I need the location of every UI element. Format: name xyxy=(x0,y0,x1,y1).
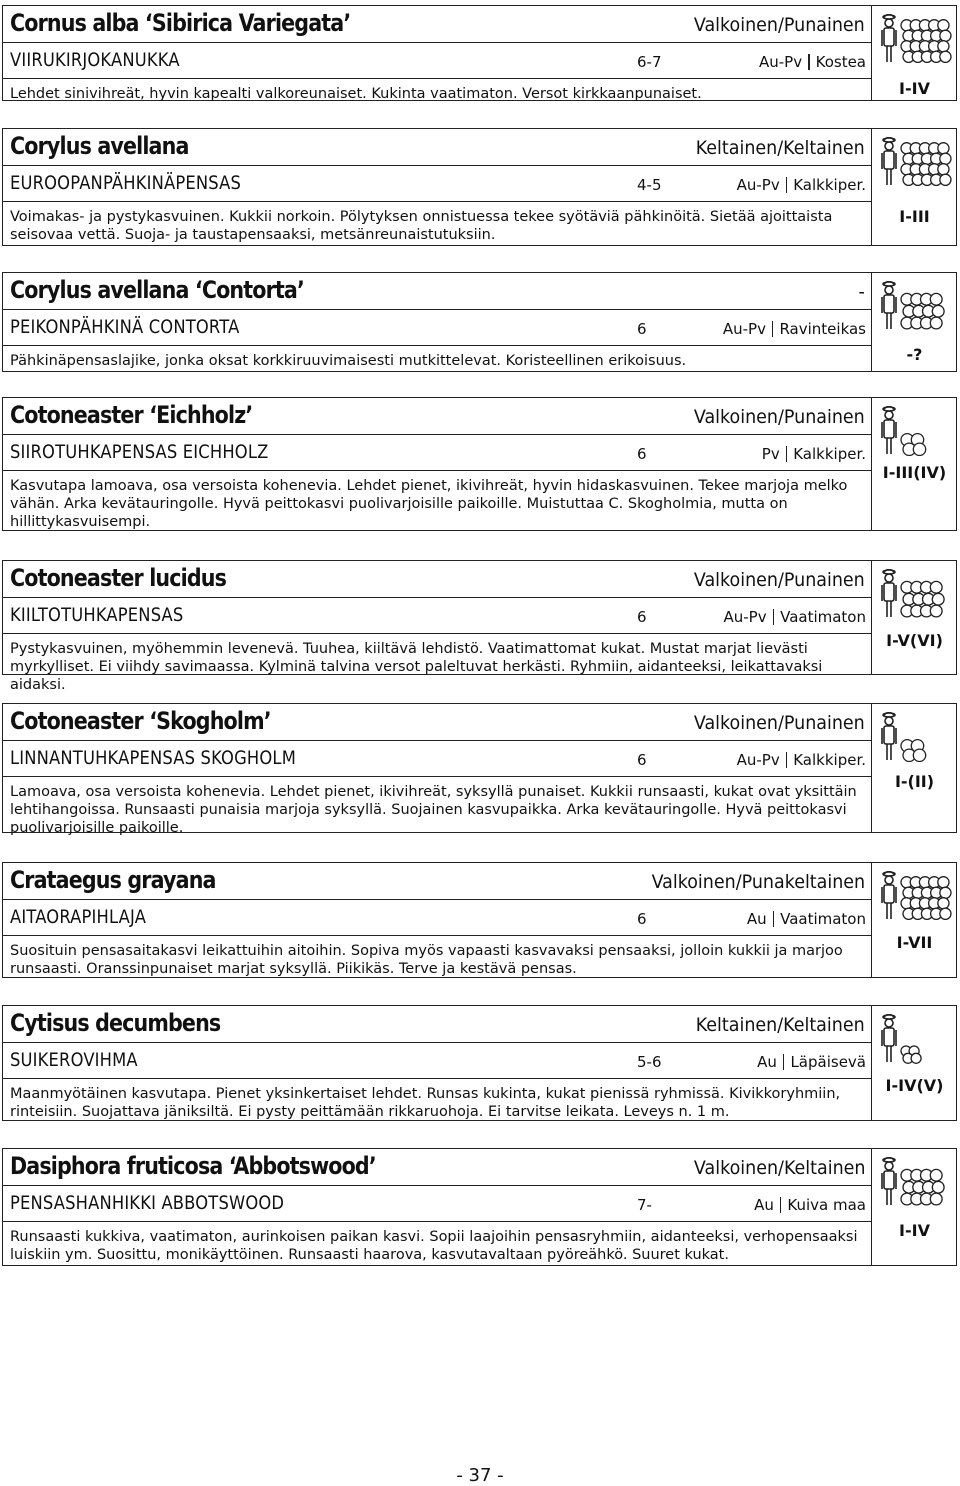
latin-name: Cytisus decumbens xyxy=(10,1009,221,1037)
side-panel xyxy=(871,1006,956,1120)
flower-fruit-color: Valkoinen/Keltainen xyxy=(693,1157,865,1179)
soil-requirement: Kalkkiper. xyxy=(793,176,866,194)
height-zone: 4-5 xyxy=(637,176,662,194)
info-row xyxy=(3,165,871,202)
shrub-icon xyxy=(901,581,944,617)
plant-entry xyxy=(2,5,957,101)
title-row xyxy=(3,561,871,598)
shrub-icon xyxy=(901,20,951,63)
description: Pähkinäpensaslajike, jonka oksat korkkiruuvimaisesti mutkittelevat. Koristeellinen erikoisuus. xyxy=(10,353,687,369)
description: Kasvutapa lamoava, osa versoista kohenevia. Lehdet pienet, ikivihreät, hyvin hidaskasvuinen. Tekee marjoja melko vähän. Arka kevätauringolle. Hyvä peittokasvi puolivarjoisille paikoille. Muistuttaa C. Skogholmia, mutta on hillittykasvuisempi. xyxy=(10,478,848,530)
light-requirement: Au xyxy=(746,910,767,928)
info-row xyxy=(3,1185,871,1222)
hardiness-zone: I-(II) xyxy=(894,772,935,791)
divider xyxy=(772,321,774,337)
plant-entry xyxy=(2,1005,957,1121)
size-comparison-icons xyxy=(880,871,952,921)
light-requirement: Au-Pv xyxy=(736,176,780,194)
person-icon xyxy=(882,138,896,186)
plant-entry xyxy=(2,272,957,372)
size-comparison-icons xyxy=(880,1157,952,1207)
side-panel xyxy=(871,863,956,977)
page-number: - 37 - xyxy=(456,1465,504,1486)
title-row xyxy=(3,1149,871,1186)
flower-fruit-color: Valkoinen/Punainen xyxy=(694,712,865,734)
description: Maanmyötäinen kasvutapa. Pienet yksinkertaiset lehdet. Runsas kukinta, kukat pienissä ryhmissä. Kivikkoryhmiin, rinteisiin. Suojattava jäniksiltä. Ei pysty peittämään rikkaruohoja. Ei tarvitse leikata. Leveys n. 1 m. xyxy=(10,1086,841,1120)
soil-requirement: Läpäisevä xyxy=(790,1053,866,1071)
hardiness-zone: I-III xyxy=(899,207,930,226)
side-panel xyxy=(871,398,956,530)
description: Lehdet sinivihreät, hyvin kapealti valkoreunaiset. Kukinta vaatimaton. Versot kirkkaanpunaiset. xyxy=(10,86,702,102)
light-requirement: Au-Pv xyxy=(722,320,766,338)
size-comparison-icons xyxy=(880,137,952,187)
soil-requirement: Vaatimaton xyxy=(780,608,866,626)
latin-name: Cotoneaster lucidus xyxy=(10,564,227,592)
divider xyxy=(773,609,775,625)
title-row xyxy=(3,273,871,310)
person-icon xyxy=(882,1015,896,1063)
title-row xyxy=(3,398,871,435)
flower-fruit-color: Keltainen/Keltainen xyxy=(696,1014,865,1036)
soil-requirement: Vaatimaton xyxy=(780,910,866,928)
size-comparison-icons xyxy=(880,406,952,456)
description: Pystykasvuinen, myöhemmin levenevä. Tuuhea, kiiltävä lehdistö. Vaatimattomat kukat. Mustat marjat lievästi myrkylliset. Ei viihdy savimaassa. Kylminä talvina versot paleltuvat herkästi. Ryhmiin, aidanteeksi, leikattavaksi aidaksi. xyxy=(10,641,823,693)
info-row xyxy=(3,1042,871,1079)
height-zone: 6 xyxy=(637,751,647,769)
plant-entry xyxy=(2,128,957,246)
divider xyxy=(786,446,788,462)
hardiness-zone: I-IV(V) xyxy=(885,1076,944,1095)
conditions xyxy=(762,445,866,463)
side-panel xyxy=(871,704,956,832)
height-zone: 6-7 xyxy=(637,53,662,71)
soil-requirement: Kuiva maa xyxy=(787,1196,866,1214)
divider xyxy=(786,752,788,768)
shrub-icon xyxy=(901,1169,944,1205)
shrub-icon xyxy=(901,293,944,329)
side-panel xyxy=(871,1149,956,1265)
finnish-name: PEIKONPÄHKINÄ CONTORTA xyxy=(10,316,240,338)
person-icon xyxy=(882,713,896,761)
latin-name: Corylus avellana xyxy=(10,132,189,160)
side-panel xyxy=(871,129,956,245)
person-icon xyxy=(882,407,896,455)
soil-requirement: Kalkkiper. xyxy=(793,751,866,769)
light-requirement: Au-Pv xyxy=(723,608,767,626)
plant-entry xyxy=(2,703,957,836)
finnish-name: EUROOPANPÄHKINÄPENSAS xyxy=(10,172,242,194)
finnish-name: SUIKEROVIHMA xyxy=(10,1049,138,1071)
divider xyxy=(808,54,810,70)
title-row xyxy=(3,6,871,43)
title-row xyxy=(3,863,871,900)
flower-fruit-color: Valkoinen/Punainen xyxy=(694,14,865,36)
light-requirement: Au xyxy=(754,1196,774,1214)
side-panel xyxy=(871,6,956,100)
flower-fruit-color: Valkoinen/Punainen xyxy=(694,406,865,428)
flower-fruit-color: - xyxy=(858,281,865,303)
light-requirement: Pv xyxy=(761,445,780,463)
hardiness-zone: I-VII xyxy=(896,933,933,952)
height-zone: 6 xyxy=(637,608,647,626)
flower-fruit-color: Valkoinen/Punainen xyxy=(694,569,865,591)
latin-name: Dasiphora fruticosa ‘Abbotswood’ xyxy=(10,1152,376,1180)
height-zone: 6 xyxy=(637,910,647,928)
divider xyxy=(783,1054,785,1070)
latin-name: Cotoneaster ‘Skogholm’ xyxy=(10,707,271,735)
latin-name: Corylus avellana ‘Contorta’ xyxy=(10,276,304,304)
divider xyxy=(786,177,788,193)
conditions xyxy=(723,608,866,626)
plant-entry xyxy=(2,397,957,531)
person-icon xyxy=(882,570,896,618)
description: Voimakas- ja pystykasvuinen. Kukkii norkoin. Pölytyksen onnistuessa tekee syötäviä pähkinöitä. Sietää ajoittaista seisovaa vettä. Suoja- ja taustapensaaksi, metsänreunaistutuksiin. xyxy=(10,209,833,243)
plant-entry xyxy=(2,862,957,978)
plant-entry xyxy=(2,560,957,693)
shrub-icon xyxy=(901,434,926,456)
hardiness-zone: I-III(IV) xyxy=(882,463,947,482)
size-comparison-icons xyxy=(880,1014,952,1064)
shrub-icon xyxy=(901,877,951,920)
finnish-name: KIILTOTUHKAPENSAS xyxy=(10,604,184,626)
size-comparison-icons xyxy=(880,14,952,64)
soil-requirement: Ravinteikas xyxy=(779,320,866,338)
finnish-name: PENSASHANHIKKI ABBOTSWOOD xyxy=(10,1192,285,1214)
height-zone: 6 xyxy=(637,320,647,338)
flower-fruit-color: Valkoinen/Punakeltainen xyxy=(651,871,865,893)
finnish-name: SIIROTUHKAPENSAS EICHHOLZ xyxy=(10,441,269,463)
height-zone: 5-6 xyxy=(637,1053,662,1071)
title-row xyxy=(3,129,871,166)
soil-requirement: Kalkkiper. xyxy=(793,445,866,463)
hardiness-zone: I-IV xyxy=(899,79,930,98)
description: Runsaasti kukkiva, vaatimaton, aurinkoisen paikan kasvi. Sopii laajoihin pensasryhmiin, aidanteeksi, verhopensaaksi luiskiin ym. Suosittu, monikäyttöinen. Runsaasti haarova, kasvutavaltaan pyöreähkö. Suuret kukat. xyxy=(10,1229,858,1263)
conditions xyxy=(737,751,866,769)
conditions xyxy=(759,53,866,71)
title-row xyxy=(3,1006,871,1043)
flower-fruit-color: Keltainen/Keltainen xyxy=(696,137,865,159)
finnish-name: AITAORAPIHLAJA xyxy=(10,906,147,928)
divider xyxy=(780,1197,782,1213)
hardiness-zone: I-IV xyxy=(899,1221,930,1240)
title-row xyxy=(3,704,871,741)
hardiness-zone: -? xyxy=(906,345,923,364)
divider xyxy=(773,911,775,927)
plant-entry xyxy=(2,1148,957,1266)
conditions xyxy=(757,1053,866,1071)
person-icon xyxy=(882,282,896,330)
person-icon xyxy=(882,15,896,63)
shrub-icon xyxy=(901,143,951,186)
light-requirement: Au xyxy=(757,1053,777,1071)
latin-name: Cotoneaster ‘Eichholz’ xyxy=(10,401,253,429)
latin-name: Cornus alba ‘Sibirica Variegata’ xyxy=(10,9,351,37)
person-icon xyxy=(882,872,896,920)
shrub-icon xyxy=(901,1046,921,1063)
description: Suosituin pensasaitakasvi leikattuihin aitoihin. Sopiva myös vapaasti kasvavaksi pensaaksi, jolloin kukkii ja marjoo runsaasti. Oranssinpunaiset marjat syksyllä. Piikikäs. Terve ja kestävä pensas. xyxy=(10,943,843,977)
height-zone: 6 xyxy=(637,445,647,463)
side-panel xyxy=(871,561,956,674)
info-row xyxy=(3,740,871,777)
light-requirement: Au-Pv xyxy=(759,53,803,71)
conditions xyxy=(747,910,866,928)
hardiness-zone: I-V(VI) xyxy=(886,631,943,650)
latin-name: Crataegus grayana xyxy=(10,866,216,894)
soil-requirement: Kostea xyxy=(815,53,866,71)
person-icon xyxy=(882,1158,896,1206)
conditions xyxy=(737,176,866,194)
side-panel xyxy=(871,273,956,371)
info-row xyxy=(3,309,871,346)
info-row xyxy=(3,42,871,79)
finnish-name: LINNANTUHKAPENSAS SKOGHOLM xyxy=(10,747,296,769)
size-comparison-icons xyxy=(880,281,952,331)
size-comparison-icons xyxy=(880,712,952,762)
conditions xyxy=(723,320,866,338)
info-row xyxy=(3,597,871,634)
size-comparison-icons xyxy=(880,569,952,619)
info-row xyxy=(3,434,871,471)
shrub-icon xyxy=(901,740,926,762)
height-zone: 7- xyxy=(637,1196,652,1214)
info-row xyxy=(3,899,871,936)
description: Lamoava, osa versoista kohenevia. Lehdet pienet, ikivihreät, syksyllä punaiset. Kukkii runsaasti, kukat ovat yksittäin lehtihangoissa. Runsaasti punaisia marjoja syksyllä. Suojainen kasvupaikka. Arka kevätauringolle. Hyvä peittokasvi puolivarjoisille paikoille. xyxy=(10,784,857,836)
conditions xyxy=(754,1196,866,1214)
finnish-name: VIIRUKIRJOKANUKKA xyxy=(10,49,180,71)
light-requirement: Au-Pv xyxy=(736,751,780,769)
